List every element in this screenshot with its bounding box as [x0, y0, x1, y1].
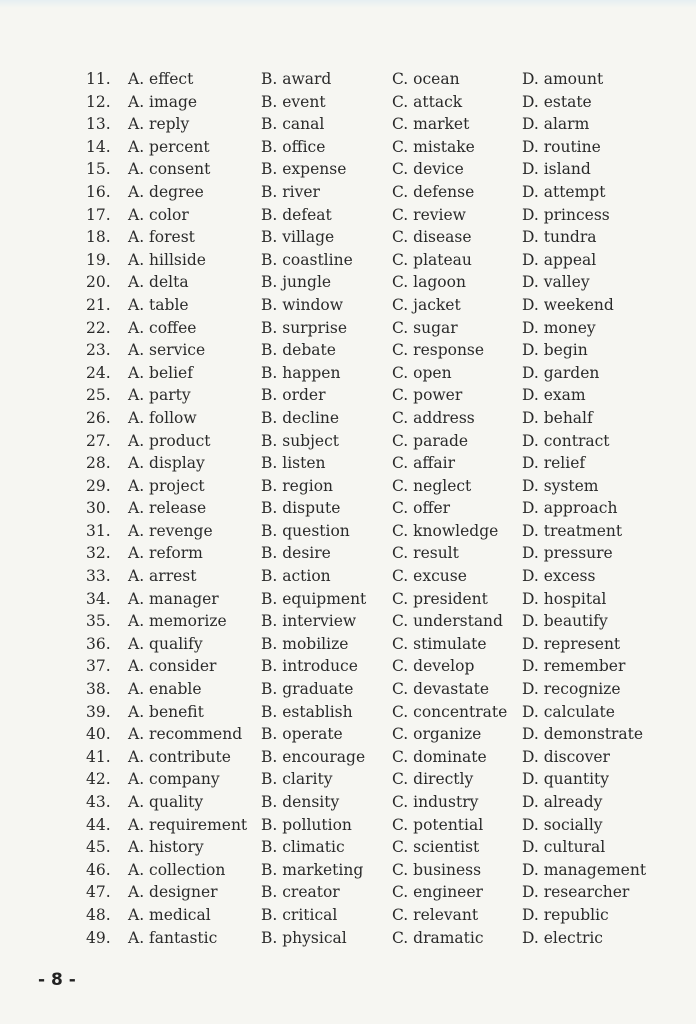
option-a: A. degree	[128, 182, 204, 201]
option-b: B. office	[261, 137, 326, 156]
option-b: B. clarity	[261, 770, 333, 789]
question-row	[0, 768, 696, 791]
option-b: B. density	[261, 793, 340, 811]
question-row	[0, 927, 696, 950]
option-a: A. project	[128, 476, 205, 495]
option-b: B. listen	[261, 454, 326, 473]
question-number: 15.	[86, 160, 111, 179]
option-d: D. socially	[522, 815, 603, 834]
option-c: C. open	[392, 363, 452, 382]
question-row	[0, 881, 696, 904]
question-number: 41.	[86, 747, 111, 766]
option-a: A. product	[128, 431, 211, 450]
question-row	[0, 339, 696, 362]
question-number: 40.	[86, 725, 111, 744]
option-c: C. parade	[392, 431, 469, 450]
question-row	[0, 520, 696, 543]
option-c: C. review	[392, 205, 466, 224]
option-a: A. image	[128, 92, 198, 111]
question-row	[0, 746, 696, 769]
question-row	[0, 859, 696, 882]
option-a: A. hillside	[128, 250, 206, 269]
question-number: 34.	[86, 589, 111, 608]
option-b: B. encourage	[261, 747, 366, 766]
option-c: C. plateau	[392, 250, 472, 269]
option-d: D. princess	[522, 205, 610, 224]
question-number: 49.	[86, 928, 111, 947]
option-c: C. dramatic	[392, 928, 484, 947]
option-b: B. desire	[261, 544, 331, 563]
option-a: A. follow	[128, 408, 197, 427]
option-d: D. alarm	[522, 115, 590, 134]
option-b: B. surprise	[261, 318, 348, 337]
option-c: C. lagoon	[392, 273, 466, 292]
question-number: 45.	[86, 838, 111, 857]
option-d: D. recognize	[522, 680, 621, 699]
option-c: C. directly	[392, 770, 474, 789]
question-row	[0, 158, 696, 181]
question-number: 38.	[86, 680, 111, 699]
option-b: B. introduce	[261, 657, 358, 676]
question-row	[0, 249, 696, 272]
option-c: C. understand	[392, 612, 503, 631]
option-c: C. sugar	[392, 318, 458, 337]
option-d: D. republic	[522, 905, 609, 924]
question-number: 28.	[86, 454, 111, 473]
option-c: C. business	[392, 860, 482, 879]
question-number: 16.	[86, 182, 111, 201]
question-number: 32.	[86, 544, 111, 563]
option-b: B. subject	[261, 431, 339, 450]
option-b: B. coastline	[261, 250, 353, 269]
option-c: C. devastate	[392, 680, 490, 699]
option-a: A. designer	[128, 883, 218, 902]
option-a: A. party	[128, 386, 191, 405]
option-b: B. establish	[261, 702, 353, 721]
question-number: 12.	[86, 92, 111, 111]
option-c: C. mistake	[392, 137, 475, 156]
option-d: D. relief	[522, 454, 586, 473]
option-c: C. stimulate	[392, 634, 487, 653]
question-number: 46.	[86, 860, 111, 879]
option-a: A. benefit	[128, 702, 204, 721]
option-b: B. question	[261, 521, 350, 540]
question-number: 35.	[86, 612, 111, 631]
option-b: B. dispute	[261, 499, 341, 518]
option-d: D. demonstrate	[522, 725, 644, 744]
option-a: A. medical	[128, 905, 211, 924]
option-d: D. hospital	[522, 589, 607, 608]
option-c: C. president	[392, 589, 488, 608]
option-d: D. electric	[522, 928, 603, 947]
option-c: C. market	[392, 115, 470, 134]
question-row	[0, 91, 696, 114]
question-number: 22.	[86, 318, 111, 337]
option-c: C. scientist	[392, 838, 480, 857]
question-row	[0, 407, 696, 430]
option-a: A. consider	[128, 657, 217, 676]
option-a: A. delta	[128, 273, 189, 292]
question-row	[0, 452, 696, 475]
option-a: A. enable	[128, 680, 202, 699]
option-a: A. color	[128, 205, 189, 224]
option-a: A. coffee	[128, 318, 197, 337]
question-row	[0, 791, 696, 814]
option-d: D. discover	[522, 747, 610, 766]
option-a: A. forest	[128, 228, 195, 247]
option-d: D. treatment	[522, 521, 623, 540]
question-row	[0, 655, 696, 678]
option-b: B. physical	[261, 928, 347, 947]
option-b: B. pollution	[261, 815, 352, 834]
question-row	[0, 362, 696, 385]
page-top-tint	[0, 0, 696, 8]
question-number: 42.	[86, 770, 111, 789]
option-c: C. knowledge	[392, 521, 499, 540]
option-d: D. garden	[522, 363, 600, 382]
option-c: C. jacket	[392, 295, 461, 314]
question-row	[0, 904, 696, 927]
option-a: A. recommend	[128, 725, 243, 744]
question-number: 30.	[86, 499, 111, 518]
option-b: B. interview	[261, 612, 357, 631]
option-d: D. valley	[522, 273, 590, 292]
question-number: 39.	[86, 702, 111, 721]
option-d: D. estate	[522, 92, 592, 111]
question-row	[0, 226, 696, 249]
option-c: C. response	[392, 341, 485, 360]
option-b: B. equipment	[261, 589, 367, 608]
option-c: C. ocean	[392, 70, 460, 88]
option-c: C. engineer	[392, 883, 483, 902]
option-b: B. action	[261, 567, 331, 586]
option-d: D. quantity	[522, 770, 610, 789]
option-a: A. arrest	[128, 567, 197, 586]
option-c: C. address	[392, 408, 475, 427]
option-a: A. contribute	[128, 747, 231, 766]
question-number: 24.	[86, 363, 111, 382]
option-d: D. routine	[522, 137, 601, 156]
question-number: 47.	[86, 883, 111, 902]
question-row	[0, 814, 696, 837]
option-b: B. decline	[261, 408, 340, 427]
question-row	[0, 384, 696, 407]
option-b: B. happen	[261, 363, 341, 382]
option-d: D. approach	[522, 499, 618, 518]
question-number: 14.	[86, 137, 111, 156]
option-c: C. relevant	[392, 905, 479, 924]
option-a: A. effect	[128, 70, 194, 88]
option-d: D. pressure	[522, 544, 613, 563]
option-a: A. manager	[128, 589, 219, 608]
option-b: B. mobilize	[261, 634, 349, 653]
option-a: A. revenge	[128, 521, 213, 540]
option-c: C. potential	[392, 815, 484, 834]
option-a: A. consent	[128, 160, 211, 179]
option-d: D. behalf	[522, 408, 593, 427]
question-number: 25.	[86, 386, 111, 405]
option-a: A. belief	[128, 363, 193, 382]
option-a: A. table	[128, 295, 189, 314]
option-d: D. researcher	[522, 883, 630, 902]
option-b: B. climatic	[261, 838, 345, 857]
question-number: 36.	[86, 634, 111, 653]
option-b: B. operate	[261, 725, 343, 744]
option-a: A. requirement	[128, 815, 248, 834]
question-row	[0, 678, 696, 701]
question-row	[0, 723, 696, 746]
option-c: C. dominate	[392, 747, 487, 766]
option-c: C. organize	[392, 725, 482, 744]
option-a: A. qualify	[128, 634, 203, 653]
option-d: D. management	[522, 860, 647, 879]
word-choice-list	[0, 68, 696, 949]
option-c: C. offer	[392, 499, 451, 518]
option-b: B. defeat	[261, 205, 332, 224]
option-c: C. device	[392, 160, 464, 179]
option-c: C. disease	[392, 228, 472, 247]
question-row	[0, 68, 696, 91]
option-d: D. island	[522, 160, 591, 179]
page-number: - 8 -	[38, 970, 76, 990]
option-c: C. concentrate	[392, 702, 508, 721]
question-number: 29.	[86, 476, 111, 495]
question-row	[0, 136, 696, 159]
question-row	[0, 181, 696, 204]
option-a: A. quality	[128, 793, 204, 811]
option-b: B. river	[261, 182, 320, 201]
question-number: 48.	[86, 905, 111, 924]
option-b: B. award	[261, 70, 332, 88]
option-d: D. beautify	[522, 612, 608, 631]
question-number: 37.	[86, 657, 111, 676]
option-b: B. jungle	[261, 273, 332, 292]
option-b: B. event	[261, 92, 326, 111]
option-d: D. represent	[522, 634, 621, 653]
question-number: 33.	[86, 567, 111, 586]
option-b: B. canal	[261, 115, 325, 134]
option-b: B. order	[261, 386, 326, 405]
option-a: A. company	[128, 770, 220, 789]
option-b: B. graduate	[261, 680, 354, 699]
option-d: D. exam	[522, 386, 586, 405]
option-b: B. creator	[261, 883, 340, 902]
option-d: D. contract	[522, 431, 610, 450]
question-number: 18.	[86, 228, 111, 247]
question-number: 19.	[86, 250, 111, 269]
option-a: A. service	[128, 341, 206, 360]
option-c: C. industry	[392, 793, 479, 811]
option-b: B. marketing	[261, 860, 364, 879]
option-a: A. fantastic	[128, 928, 218, 947]
option-b: B. village	[261, 228, 335, 247]
question-number: 31.	[86, 521, 111, 540]
question-row	[0, 542, 696, 565]
question-row	[0, 204, 696, 227]
option-d: D. money	[522, 318, 596, 337]
option-b: B. region	[261, 476, 334, 495]
option-d: D. amount	[522, 70, 604, 88]
option-a: A. display	[128, 454, 205, 473]
question-row	[0, 271, 696, 294]
option-a: A. history	[128, 838, 204, 857]
question-row	[0, 633, 696, 656]
question-row	[0, 588, 696, 611]
option-d: D. remember	[522, 657, 626, 676]
option-d: D. attempt	[522, 182, 606, 201]
question-row	[0, 475, 696, 498]
question-row	[0, 836, 696, 859]
option-a: A. percent	[128, 137, 210, 156]
question-number: 27.	[86, 431, 111, 450]
question-number: 17.	[86, 205, 111, 224]
question-number: 43.	[86, 793, 111, 811]
option-c: C. develop	[392, 657, 475, 676]
option-d: D. begin	[522, 341, 588, 360]
option-d: D. appeal	[522, 250, 597, 269]
option-b: B. window	[261, 295, 343, 314]
option-a: A. collection	[128, 860, 226, 879]
option-d: D. weekend	[522, 295, 614, 314]
question-number: 23.	[86, 341, 111, 360]
question-number: 44.	[86, 815, 111, 834]
option-c: C. neglect	[392, 476, 472, 495]
option-d: D. tundra	[522, 228, 597, 247]
option-c: C. power	[392, 386, 463, 405]
option-c: C. attack	[392, 92, 463, 111]
question-number: 13.	[86, 115, 111, 134]
question-number: 11.	[86, 70, 111, 88]
option-c: C. result	[392, 544, 459, 563]
option-d: D. already	[522, 793, 603, 811]
question-row	[0, 497, 696, 520]
question-number: 20.	[86, 273, 111, 292]
option-d: D. calculate	[522, 702, 615, 721]
option-d: D. excess	[522, 567, 596, 586]
question-row	[0, 701, 696, 724]
question-row	[0, 565, 696, 588]
option-d: D. system	[522, 476, 599, 495]
question-number: 26.	[86, 408, 111, 427]
option-a: A. reply	[128, 115, 190, 134]
question-row	[0, 430, 696, 453]
option-b: B. debate	[261, 341, 336, 360]
option-a: A. reform	[128, 544, 203, 563]
option-c: C. defense	[392, 182, 475, 201]
option-c: C. affair	[392, 454, 456, 473]
option-b: B. expense	[261, 160, 347, 179]
option-a: A. memorize	[128, 612, 227, 631]
question-row	[0, 317, 696, 340]
option-a: A. release	[128, 499, 207, 518]
question-row	[0, 113, 696, 136]
question-row	[0, 294, 696, 317]
question-number: 21.	[86, 295, 111, 314]
question-row	[0, 610, 696, 633]
option-b: B. critical	[261, 905, 338, 924]
option-d: D. cultural	[522, 838, 606, 857]
option-c: C. excuse	[392, 567, 467, 586]
